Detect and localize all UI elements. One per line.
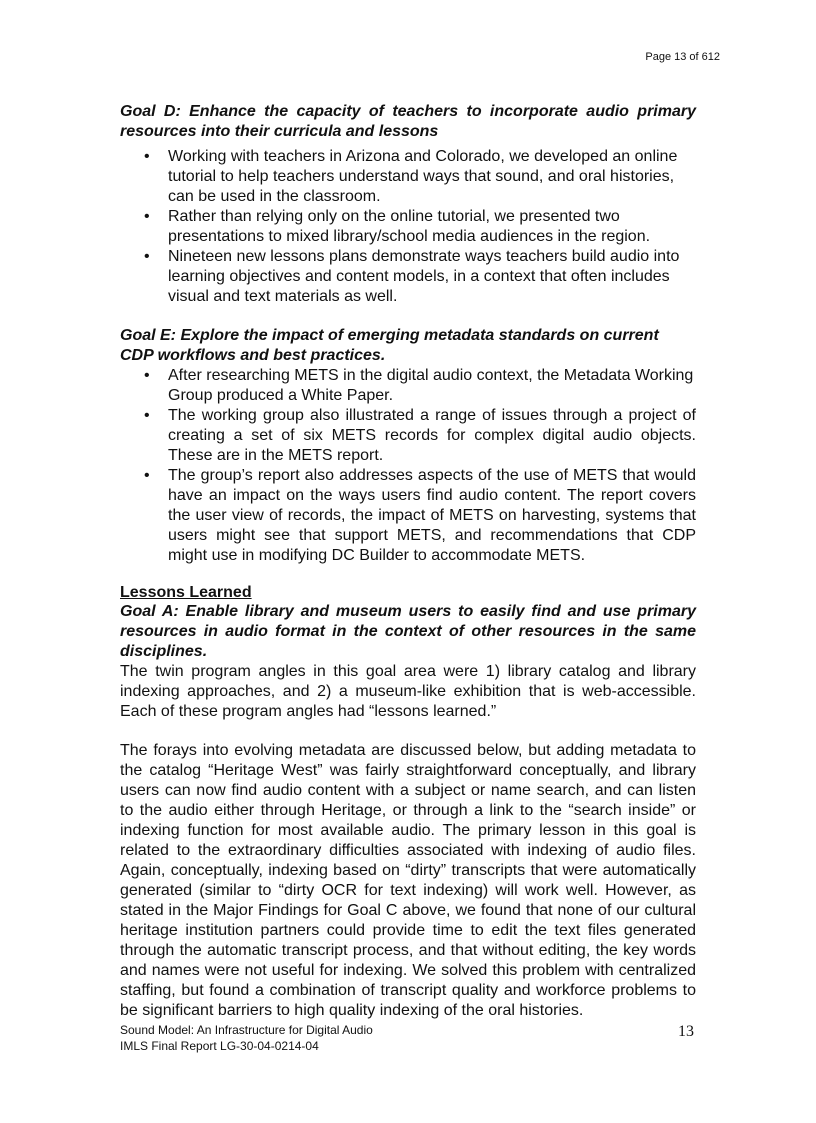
- bullet-icon: •: [144, 148, 150, 165]
- text-line: staffing, but found a combination of transcript quality and workforce problems to: [120, 982, 696, 999]
- footer-report-id: IMLS Final Report LG-30-04-0214-04: [120, 1039, 319, 1053]
- text-line: Working with teachers in Arizona and Colorado, we developed an online: [168, 148, 678, 165]
- text-line: might use in modifying DC Builder to accommodate METS.: [168, 547, 586, 564]
- text-line: users can now find audio content with a subject or name search, and can listen: [120, 782, 696, 799]
- lessons-learned-title: Lessons Learned: [120, 584, 252, 601]
- bullet-item: [120, 366, 696, 406]
- text-line: These are in the METS report.: [168, 447, 384, 464]
- text-line: learning objectives and content models, in a context that often includes: [168, 268, 670, 285]
- text-line: indexing approaches, and 2) a museum-like exhibition that is web-accessible.: [120, 683, 696, 700]
- text-line: Goal D: Enhance the capacity of teachers to incorporate audio primary: [120, 103, 696, 120]
- text-line: visual and text materials as well.: [168, 288, 398, 305]
- text-line: The group’s report also addresses aspects of the use of METS that would: [168, 467, 696, 484]
- text-line: Nineteen new lessons plans demonstrate ways teachers build audio into: [168, 248, 680, 265]
- goal-e-bullets: [120, 366, 696, 566]
- footer-page-number: 13: [678, 1023, 694, 1040]
- bullet-item: [120, 147, 696, 207]
- text-line: Goal A: Enable library and museum users to easily find and use primary: [120, 603, 696, 620]
- text-line: through the automatic transcript process, and that without editing, the key words: [120, 942, 696, 959]
- text-line: creating a set of six METS records for complex digital audio objects.: [168, 427, 696, 444]
- text-line: Again, conceptually, indexing based on “dirty” transcripts that were automatically: [120, 862, 696, 879]
- text-line: The forays into evolving metadata are discussed below, but adding metadata to: [120, 742, 696, 759]
- bullet-icon: •: [144, 248, 150, 265]
- text-line: the user view of records, the impact of METS on harvesting, systems that: [168, 507, 696, 524]
- bullet-icon: •: [144, 367, 150, 384]
- text-line: heritage institution partners could provide time to edit the text files generated: [120, 922, 696, 939]
- goal-e-heading: [120, 326, 696, 366]
- bullet-icon: •: [144, 467, 150, 484]
- text-line: resources into their curricula and lessons: [120, 123, 439, 140]
- text-line: can be used in the classroom.: [168, 188, 381, 205]
- text-line: users might see that support METS, and recommendations that CDP: [168, 527, 696, 544]
- text-line: indexing function for most available audio. The primary lesson in this goal is: [120, 822, 696, 839]
- text-line: Each of these program angles had “lessons learned.”: [120, 703, 497, 720]
- text-line: The working group also illustrated a range of issues through a project of: [168, 407, 696, 424]
- bullet-item: [120, 247, 696, 307]
- text-line: to the audio either through Heritage, or through a link to the “search inside” or: [120, 802, 696, 819]
- bullet-item: [120, 406, 696, 466]
- goal-a-heading: [120, 602, 696, 662]
- text-line: presentations to mixed library/school media audiences in the region.: [168, 228, 651, 245]
- text-line: Rather than relying only on the online tutorial, we presented two: [168, 208, 620, 225]
- text-line: Goal E: Explore the impact of emerging metadata standards on current: [120, 327, 659, 344]
- text-line: After researching METS in the digital audio context, the Metadata Working: [168, 367, 694, 384]
- goal-d-heading: [120, 102, 696, 142]
- text-line: stated in the Major Findings for Goal C above, we found that none of our cultural: [120, 902, 696, 919]
- text-line: disciplines.: [120, 643, 208, 660]
- bullet-item: [120, 207, 696, 247]
- page-label: Page 13 of 612: [645, 51, 720, 63]
- bullet-icon: •: [144, 407, 150, 424]
- footer-title: Sound Model: An Infrastructure for Digital Audio: [120, 1023, 373, 1037]
- text-line: The twin program angles in this goal area were 1) library catalog and library: [120, 663, 696, 680]
- text-line: resources in audio format in the context of other resources in the same: [120, 623, 696, 640]
- text-line: CDP workflows and best practices.: [120, 347, 386, 364]
- text-line: Group produced a White Paper.: [168, 387, 394, 404]
- text-line: and names were not useful for indexing. We solved this problem with centralized: [120, 962, 696, 979]
- bullet-item: [120, 466, 696, 566]
- footer-text: [120, 1022, 373, 1054]
- lessons-paragraph-1: [120, 662, 696, 722]
- text-line: the catalog “Heritage West” was fairly straightforward conceptually, and library: [120, 762, 696, 779]
- bullet-icon: •: [144, 208, 150, 225]
- text-line: have an impact on the ways users find audio content. The report covers: [168, 487, 696, 504]
- lessons-paragraph-2: [120, 741, 696, 1021]
- goal-d-bullets: [120, 147, 696, 307]
- text-line: generated (similar to “dirty OCR for text indexing) will work well. However, as: [120, 882, 696, 899]
- text-line: related to the extraordinary difficulties associated with indexing of audio files.: [120, 842, 696, 859]
- text-line: be significant barriers to high quality indexing of the oral histories.: [120, 1002, 584, 1019]
- text-line: tutorial to help teachers understand ways that sound, and oral histories,: [168, 168, 675, 185]
